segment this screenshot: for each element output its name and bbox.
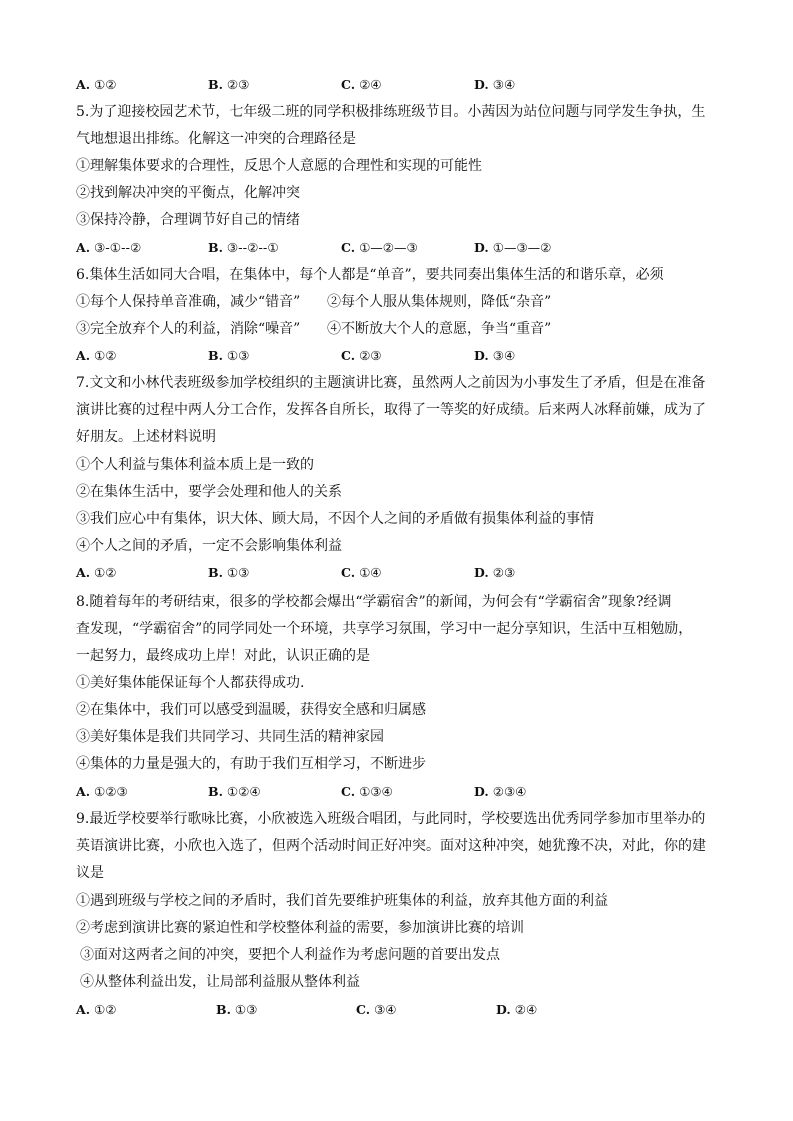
option-a: A. ①② [76,1002,117,1017]
statement: ①遇到班级与学校之间的矛盾时，我们首先要维护班集体的利益，放弃其他方面的利益 [76,893,608,909]
question-stem: 演讲比赛的过程中两人分工合作，发挥各自所长，取得了一等奖的好成绩。后来两人冰释前嫌，成为了 [76,402,706,418]
question-stem: 议是 [76,865,104,881]
statement: ③美好集体是我们共同学习、共同生活的精神家园 [76,729,384,745]
option-d: D. ③④ [474,77,516,92]
question-stem: 好朋友。上述材料说明 [76,429,216,445]
statement: ③完全放弃个人的利益，消除“噪音” ④不断放大个人的意愿，争当“重音” [76,321,552,337]
option-b: B. ①③ [216,1002,258,1017]
statement: ①理解集体要求的合理性，反思个人意愿的合理性和实现的可能性 [76,158,482,174]
statement: ①每个人保持单音准确，减少“错音” ②每个人服从集体规则，降低“杂音” [76,294,552,310]
option-b: B. ②③ [208,77,250,92]
option-d: D. ②④ [496,1002,538,1017]
option-d: D. ①—③—② [474,240,552,255]
statement: ②考虑到演讲比赛的紧迫性和学校整体利益的需要，参加演讲比赛的培训 [76,920,524,936]
statement: ④从整体利益出发，让局部利益服从整体利益 [80,974,360,990]
option-a: A. ①② [76,77,117,92]
option-c: C. ③④ [356,1002,397,1017]
question-stem: 7.文文和小林代表班级参加学校组织的主题演讲比赛，虽然两人之前因为小事发生了矛盾，但是在准备 [76,375,706,391]
statement: ②找到解决冲突的平衡点，化解冲突 [76,185,300,201]
statement: ④集体的力量是强大的，有助于我们互相学习，不断进步 [76,756,426,772]
statement: ②在集体生活中，要学会处理和他人的关系 [76,484,342,500]
option-a: A. ①②③ [76,784,128,799]
statement: ③面对这两者之间的冲突，要把个人利益作为考虑问题的首要出发点 [80,947,500,963]
option-b: B. ①③ [208,565,250,580]
option-d: D. ②③④ [474,784,527,799]
option-c: C. ①③④ [341,784,393,799]
option-c: C. ②④ [341,77,382,92]
option-a: A. ①② [76,565,117,580]
option-c: C. ②③ [341,348,382,363]
option-d: D. ③④ [474,348,516,363]
option-c: C. ①—②—③ [341,240,418,255]
option-c: C. ①④ [341,565,382,580]
question-stem: 6.集体生活如同大合唱，在集体中，每个人都是“单音”，要共同奏出集体生活的和谐乐章，必须 [76,267,664,283]
question-stem: 查发现，“学霸宿舍”的同学同处一个环境，共享学习氛围，学习中一起分享知识，生活中互相勉励， [76,621,693,637]
statement: ①个人利益与集体利益本质上是一致的 [76,457,314,473]
statement: ②在集体中，我们可以感受到温暖，获得安全感和归属感 [76,702,426,718]
option-b: B. ①②④ [208,784,261,799]
statement: ③保持冷静，合理调节好自己的情绪 [76,212,300,228]
option-d: D. ②③ [474,565,516,580]
question-stem: 气地想退出排练。化解这一冲突的合理路径是 [76,131,356,147]
option-a: A. ①② [76,348,117,363]
statement: ③我们应心中有集体，识大体、顾大局，不因个人之间的矛盾做有损集体利益的事情 [76,511,594,527]
question-stem: 9.最近学校要举行歌咏比赛，小欣被选入班级合唱团，与此同时，学校要选出优秀同学参加市里举办的 [76,811,706,827]
statement: ④个人之间的矛盾，一定不会影响集体利益 [76,538,342,554]
option-a: A. ③-①--② [76,240,142,255]
option-b: B. ①③ [208,348,250,363]
question-stem: 5.为了迎接校园艺术节，七年级二班的同学积极排练班级节目。小茜因为站位问题与同学发生争执，生 [76,104,706,120]
question-stem: 英语演讲比赛，小欣也入选了，但两个活动时间正好冲突。面对这种冲突，她犹豫不决，对此，你的建 [76,838,706,854]
option-b: B. ③--②--① [208,240,279,255]
question-stem: 一起努力，最终成功上岸！对此，认识正确的是 [76,648,370,664]
statement: ①美好集体能保证每个人都获得成功. [76,675,305,691]
question-stem: 8.随着每年的考研结束，很多的学校都会爆出“学霸宿舍”的新闻，为何会有“学霸宿舍”现象?经调 [76,594,672,610]
